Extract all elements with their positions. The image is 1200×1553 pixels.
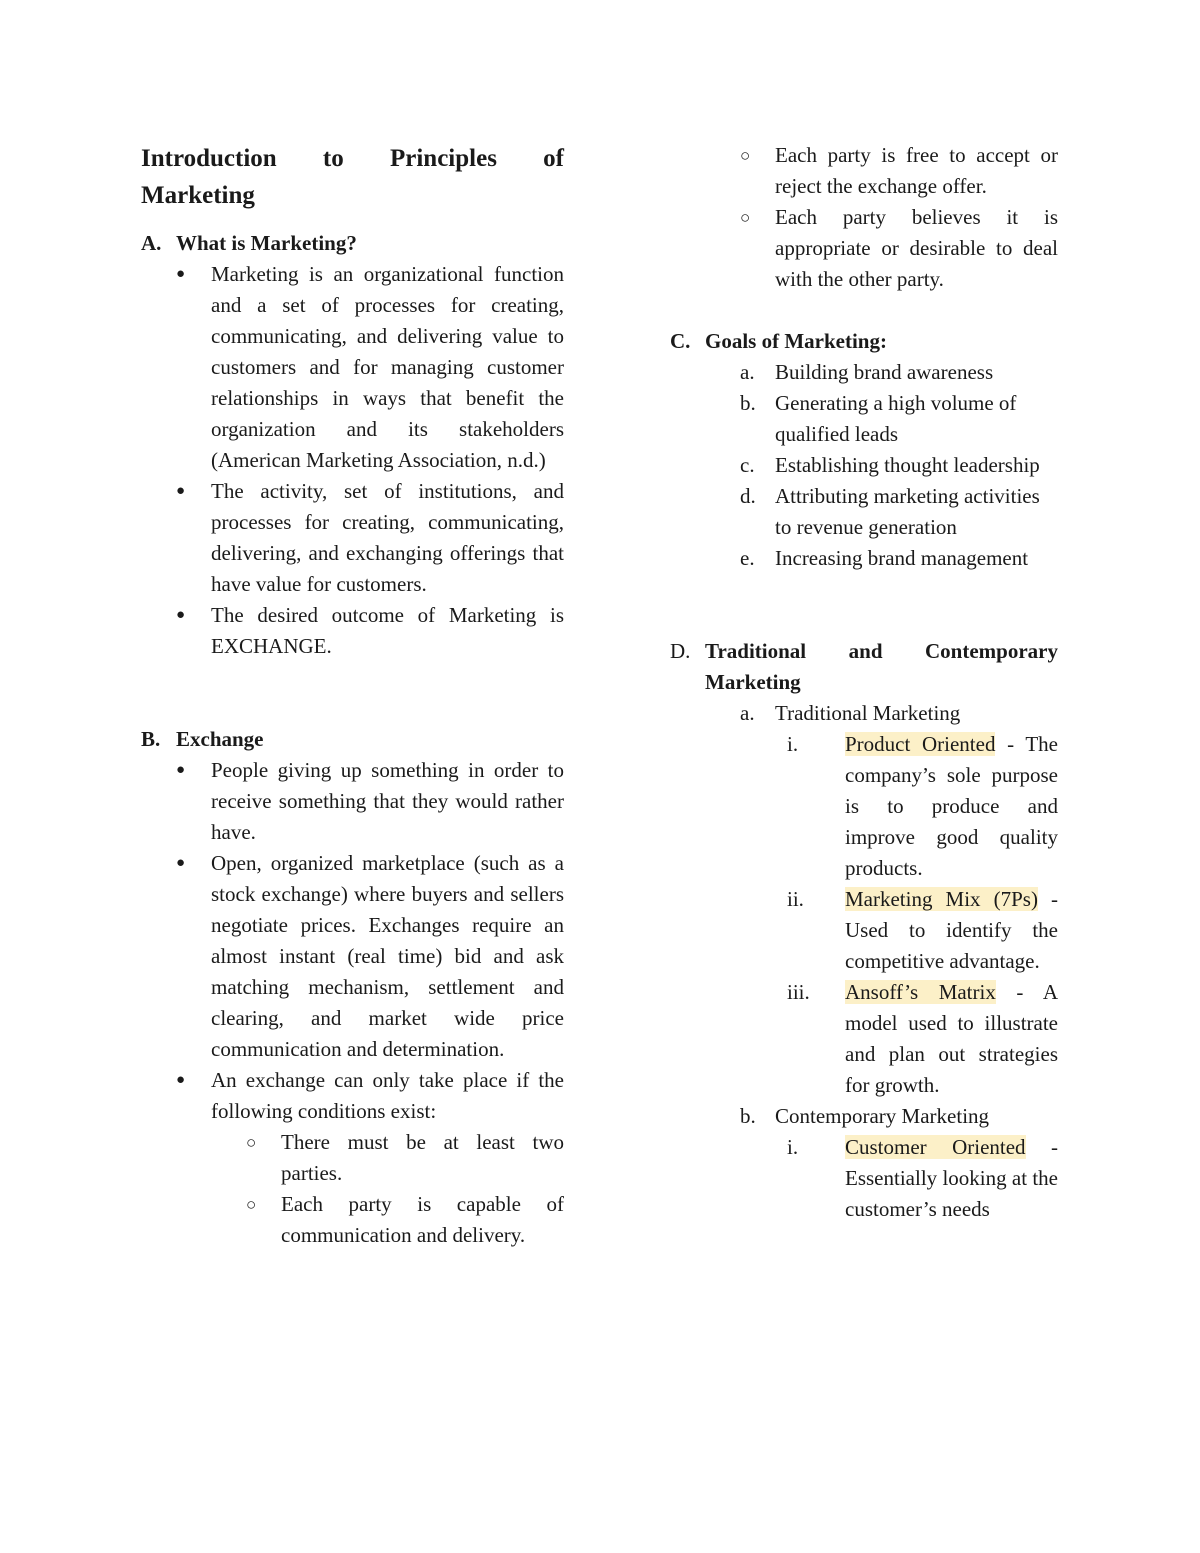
list-item [670, 729, 1058, 884]
page-title-line-1: Introduction to Principles of [141, 145, 564, 172]
list-item-text [845, 884, 1058, 977]
list-marker: a. [740, 360, 755, 384]
list-item-text: Establishing thought leadership [775, 453, 1040, 477]
hollow-bullet-icon: ○ [740, 146, 751, 165]
hollow-bullet-icon: ○ [740, 208, 751, 227]
bullet-icon: ● [176, 855, 186, 871]
section-marker: D. [670, 639, 691, 663]
section-a-bullet-list [141, 259, 564, 662]
section-title: Exchange [176, 727, 264, 751]
list-item [141, 1127, 564, 1189]
highlighted-term: Marketing Mix (7Ps) [845, 887, 1038, 911]
list-item-text: An exchange can only take place if the following conditions exist: [211, 1068, 564, 1123]
term-description: - The company’s sole purpose is to produce and improve good quality products. [845, 732, 1059, 880]
section-d-heading [670, 636, 1058, 698]
list-item [141, 476, 564, 600]
list-item [670, 388, 1058, 450]
list-item-text: Attributing marketing activities to revenue generation [775, 484, 1040, 539]
traditional-marketing-list [670, 729, 1058, 1101]
bullet-icon: ● [176, 266, 186, 282]
list-item-text: Each party is free to accept or reject the exchange offer. [775, 143, 1058, 198]
section-title: Traditional and Contemporary Marketing [705, 639, 1058, 694]
section-c-heading [670, 326, 1058, 357]
list-item [141, 259, 564, 476]
traditional-marketing-item [670, 698, 1058, 729]
contemporary-marketing-list [670, 1132, 1058, 1225]
left-column [141, 140, 564, 1251]
list-marker: e. [740, 546, 755, 570]
list-item [670, 977, 1058, 1101]
list-marker: d. [740, 484, 756, 508]
list-item-text: Each party believes it is appropriate or desirable to deal with the other party. [775, 205, 1058, 291]
list-item-text: Contemporary Marketing [775, 1104, 990, 1128]
section-title: What is Marketing? [176, 231, 357, 255]
list-item-text: Building brand awareness [775, 360, 994, 384]
list-item-text: Generating a high volume of qualified leads [775, 391, 1017, 446]
bullet-icon: ● [176, 607, 186, 623]
list-item [141, 1065, 564, 1127]
goals-list [670, 357, 1058, 574]
bullet-icon: ● [176, 1072, 186, 1088]
list-item [141, 848, 564, 1065]
conditions-list-continued [670, 140, 1058, 295]
section-b-bullet-list [141, 755, 564, 1127]
list-item-text: The desired outcome of Marketing is EXCHANGE. [211, 603, 564, 658]
list-item [670, 450, 1058, 481]
list-marker: c. [740, 453, 755, 477]
list-item-text [845, 729, 1058, 884]
list-item-text: Each party is capable of communication and delivery. [281, 1192, 564, 1247]
list-item [141, 600, 564, 662]
section-marker: A. [141, 231, 162, 255]
term-description: - Essentially looking at the customer’s needs [845, 1135, 1058, 1221]
list-item-text: Traditional Marketing [775, 701, 961, 725]
list-marker: a. [740, 701, 755, 725]
bullet-icon: ● [176, 483, 186, 499]
spacer [670, 574, 1058, 636]
page-title [141, 140, 564, 214]
list-item [670, 1132, 1058, 1225]
list-item-text [845, 1132, 1058, 1225]
term-description: - A model used to illustrate and plan out strategies for growth. [845, 980, 1058, 1097]
list-item-text: The activity, set of institutions, and processes for creating, communicating, delivering, and exchanging offerings that have value for customers. [211, 479, 564, 596]
hollow-bullet-icon: ○ [246, 1195, 257, 1214]
term-description: - Used to identify the competitive advantage. [845, 887, 1058, 973]
list-item-text: Open, organized marketplace (such as a stock exchange) where buyers and sellers negotiate prices. Exchanges require an almost instant (real time) bid and ask matching mechanism, settlement and clearing, and market wide price communication and determination. [211, 851, 564, 1061]
highlighted-term: Customer Oriented [845, 1135, 1026, 1159]
contemporary-marketing-item [670, 1101, 1058, 1132]
list-item-text: Increasing brand management [775, 546, 1029, 570]
list-item-text: Marketing is an organizational function and a set of processes for creating, communicating, and delivering value to customers and for managing customer relationships in ways that benefit the organization and its stakeholders (American Marketing Association, n.d.) [211, 262, 564, 472]
section-marker: B. [141, 727, 161, 751]
highlighted-term: Ansoff’s Matrix [845, 980, 996, 1004]
list-item [670, 357, 1058, 388]
list-marker: b. [740, 391, 756, 415]
section-b-heading [141, 724, 564, 755]
list-marker: ii. [787, 887, 804, 911]
list-item [141, 755, 564, 848]
section-a-heading [141, 228, 564, 259]
hollow-bullet-icon: ○ [246, 1133, 257, 1152]
list-marker: i. [787, 1135, 799, 1159]
highlighted-term: Product Oriented [845, 732, 996, 756]
list-item-text [845, 977, 1058, 1101]
list-item [670, 481, 1058, 543]
page-title-line-2: Marketing [141, 182, 255, 209]
list-item [670, 202, 1058, 295]
spacer [141, 662, 564, 724]
section-title: Goals of Marketing: [705, 329, 887, 353]
right-column [670, 140, 1058, 1225]
list-item-text: There must be at least two parties. [281, 1130, 564, 1185]
conditions-list [141, 1127, 564, 1251]
section-marker: C. [670, 329, 691, 353]
list-marker: b. [740, 1104, 756, 1128]
list-marker: iii. [787, 980, 810, 1004]
list-item-text: People giving up something in order to receive something that they would rather have. [211, 758, 564, 844]
list-item [141, 1189, 564, 1251]
list-item [670, 140, 1058, 202]
bullet-icon: ● [176, 762, 186, 778]
list-item [670, 884, 1058, 977]
spacer [670, 295, 1058, 326]
list-marker: i. [787, 732, 799, 756]
list-item [670, 543, 1058, 574]
